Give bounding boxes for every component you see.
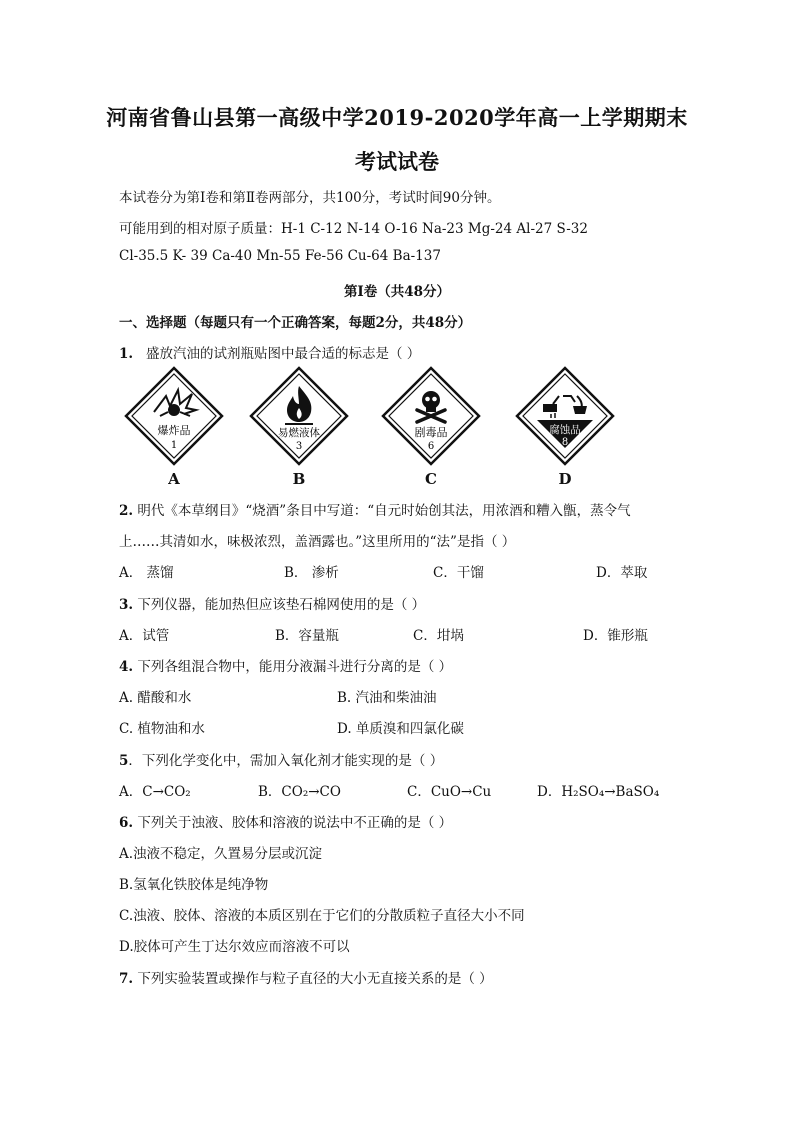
- option-label: B: [292, 470, 306, 488]
- question-6: [119, 811, 452, 831]
- option-a: A. 醋酸和水: [119, 690, 192, 706]
- sign-class-number: 6: [427, 441, 435, 452]
- explosive-hazard-sign: [124, 366, 224, 466]
- atomic-mass-line1: 可能用到的相对原子质量：H-1 C-12 N-14 O-16 Na-23 Mg-24 Al-27 S-32: [119, 221, 588, 237]
- option-b: B. 汽油和柴油油: [337, 690, 437, 706]
- sign-name: 爆炸品: [157, 424, 191, 437]
- option-a: A． 蒸馏: [119, 565, 174, 581]
- option-d: D．锥形瓶: [583, 628, 648, 644]
- volume-title: 第Ⅰ卷（共48分）: [343, 284, 451, 300]
- option-a: A.浊液不稳定，久置易分层或沉淀: [119, 846, 323, 862]
- exam-title-line1: 河南省鲁山县第一高级中学2019-2020学年高一上学期期末: [106, 105, 688, 130]
- question-3: [119, 593, 425, 613]
- question-number: 3.: [119, 597, 134, 613]
- option-label: C: [425, 470, 437, 488]
- option-d: D．萃取: [596, 565, 648, 581]
- option-d: D．H₂SO₄→BaSO₄: [537, 784, 660, 800]
- question-text: 下列实验装置或操作与粒子直径的大小无直接关系的是（ ）: [137, 971, 493, 987]
- question-number: 1.: [119, 346, 134, 362]
- option-c: C.浊液、胶体、溶液的本质区别在于它们的分散质粒子直径大小不同: [119, 908, 525, 924]
- option-a: A．C→CO₂: [119, 784, 191, 800]
- question-1: [119, 342, 420, 362]
- question-text: 下列各组混合物中，能用分液漏斗进行分离的是（ ）: [137, 659, 453, 675]
- option-a: A．试管: [119, 628, 170, 644]
- option-d: D.胶体可产生丁达尔效应而溶液不可以: [119, 939, 350, 955]
- option-b: B．CO₂→CO: [258, 784, 341, 800]
- corrosive-hazard-sign: [515, 366, 615, 466]
- option-b: B． 渗析: [284, 565, 339, 581]
- sign-name: 剧毒品: [414, 426, 448, 439]
- option-c: C. 植物油和水: [119, 721, 205, 737]
- flammable-liquid-sign: [249, 366, 349, 466]
- question-number: 4.: [119, 659, 134, 675]
- question-number: 5: [119, 753, 129, 769]
- intro-line: 本试卷分为第Ⅰ卷和第Ⅱ卷两部分，共100分，考试时间90分钟。: [119, 190, 501, 206]
- question-number: 2.: [119, 503, 134, 519]
- question-2-line2: 上……其清如水，味极浓烈，盖酒露也。”这里所用的“法”是指（ ）: [119, 534, 516, 550]
- sign-name: 腐蚀品: [549, 424, 581, 436]
- option-b: B．容量瓶: [275, 628, 339, 644]
- option-b: B.氢氧化铁胶体是纯净物: [119, 877, 269, 893]
- question-text: 下列仪器，能加热但应该垫石棉网使用的是（ ）: [137, 597, 426, 613]
- part-title: 一、选择题（每题只有一个正确答案，每题2分，共48分）: [119, 315, 472, 331]
- atomic-mass-line2: Cl-35.5 K- 39 Ca-40 Mn-55 Fe-56 Cu-64 Ba-137: [119, 248, 441, 264]
- question-number: 7.: [119, 971, 134, 987]
- toxic-hazard-sign: [381, 366, 481, 466]
- sign-name: 易燃液体: [278, 427, 320, 439]
- option-c: C．CuO→Cu: [407, 784, 492, 800]
- sign-class-number: 8: [561, 437, 569, 448]
- question-text: 明代《本草纲目》“烧酒”条目中写道：“自元时始创其法，用浓酒和糟入甑，蒸令气: [137, 503, 631, 519]
- option-c: C．坩埚: [413, 628, 464, 644]
- exam-title-line2: 考试试卷: [355, 149, 439, 174]
- sign-class-number: 1: [170, 440, 178, 451]
- option-c: C．干馏: [433, 565, 484, 581]
- question-text: 下列关于浊液、胶体和溶液的说法中不正确的是（ ）: [137, 815, 453, 831]
- option-d: D. 单质溴和四氯化碳: [337, 721, 464, 737]
- question-5: [119, 749, 443, 769]
- option-label: A: [168, 470, 180, 488]
- question-7: [119, 967, 493, 987]
- question-number: 6.: [119, 815, 134, 831]
- question-4: [119, 655, 452, 675]
- question-text: 盛放汽油的试剂瓶贴图中最合适的标志是（ ）: [145, 346, 421, 362]
- question-text: ．下列化学变化中，需加入氧化剂才能实现的是（ ）: [128, 753, 444, 769]
- question-2: [119, 499, 631, 519]
- option-label: D: [558, 470, 572, 488]
- sign-class-number: 3: [295, 441, 303, 452]
